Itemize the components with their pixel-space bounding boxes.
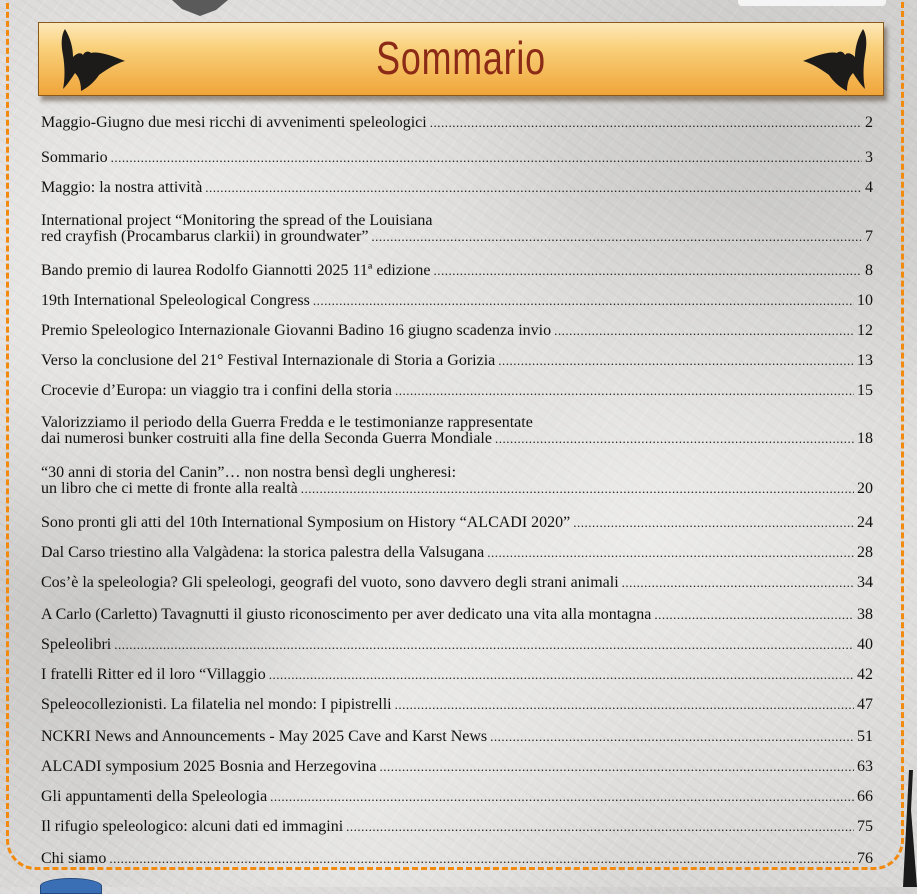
dot-leader <box>313 293 854 309</box>
dot-leader <box>487 545 854 561</box>
toc-entry-row <box>41 819 873 835</box>
toc-page-number: 12 <box>857 322 873 339</box>
toc-entry-title: Premio Speleologico Internazionale Giovanni Badino 16 giugno scadenza invio <box>41 322 552 339</box>
toc-page-number: 51 <box>857 728 873 745</box>
logo-badge <box>40 878 102 894</box>
toc-entry[interactable] <box>41 465 873 497</box>
dot-leader <box>380 759 854 775</box>
dot-leader <box>622 575 854 591</box>
toc-entry-row <box>41 607 873 623</box>
toc-page-number: 28 <box>857 544 873 561</box>
dot-leader <box>498 353 854 369</box>
dot-leader <box>395 383 854 399</box>
toc-entry-row <box>41 851 873 867</box>
toc-entry[interactable] <box>41 323 873 339</box>
bat-icon <box>801 25 877 95</box>
toc-entry-row <box>41 229 873 245</box>
toc-entry-row <box>41 759 873 775</box>
dot-leader <box>111 150 862 166</box>
dot-leader <box>654 607 854 623</box>
toc-entry-row <box>41 353 873 369</box>
toc-entry-row <box>41 431 873 447</box>
toc-page-number: 18 <box>857 430 873 447</box>
toc-entry-title: Speleolibri <box>41 636 112 653</box>
toc-page-number: 75 <box>857 818 873 835</box>
page-title: Sommario <box>376 32 546 84</box>
toc-page-number: 3 <box>865 149 873 166</box>
toc-entry[interactable] <box>41 150 873 166</box>
dot-leader <box>490 729 854 745</box>
toc-page-number: 15 <box>857 382 873 399</box>
toc-entry[interactable] <box>41 415 873 447</box>
toc-entry-title: Gli appuntamenti della Speleologia <box>41 788 268 805</box>
toc-page-number: 76 <box>857 850 873 867</box>
dot-leader <box>270 789 854 805</box>
toc-entry-row <box>41 575 873 591</box>
dot-leader <box>269 667 854 683</box>
toc-entry[interactable] <box>41 851 873 867</box>
toc-entry-title: 19th International Speleological Congress <box>41 292 310 309</box>
toc-page-number: 47 <box>857 696 873 713</box>
toc-entry[interactable] <box>41 263 873 279</box>
toc-entry[interactable] <box>41 353 873 369</box>
toc-page-number: 4 <box>865 179 873 196</box>
toc-entry-title: Dal Carso triestino alla Valgàdena: la storica palestra della Valsugana <box>41 544 485 561</box>
toc-entry[interactable] <box>41 729 873 745</box>
dot-leader <box>205 180 862 196</box>
dot-leader <box>430 115 862 131</box>
toc-entry-title: Crocevie d’Europa: un viaggio tra i confini della storia <box>41 382 392 399</box>
top-tab-decoration <box>738 0 886 6</box>
dot-leader <box>573 515 854 531</box>
toc-entry[interactable] <box>41 575 873 591</box>
toc-entry-title: I fratelli Ritter ed il loro “Villaggio <box>41 666 266 683</box>
toc-page-number: 10 <box>857 292 873 309</box>
toc-entry-title: Cos’è la speleologia? Gli speleologi, geografi del vuoto, sono davvero degli strani animali <box>41 574 619 591</box>
toc-entry[interactable] <box>41 213 873 245</box>
toc-entry-row <box>41 545 873 561</box>
dot-leader <box>434 263 862 279</box>
toc-entry-title: Bando premio di laurea Rodolfo Giannotti 2025 11ª edizione <box>41 262 431 279</box>
toc-entry-row <box>41 481 873 497</box>
toc-entry-row <box>41 383 873 399</box>
dot-leader <box>395 697 854 713</box>
toc-page-number: 34 <box>857 574 873 591</box>
dot-leader <box>346 819 854 835</box>
toc-entry-row <box>41 293 873 309</box>
toc-entry-row <box>41 729 873 745</box>
title-banner <box>38 22 884 96</box>
toc-entry-title: Speleocollezionisti. La filatelia nel mondo: I pipistrelli <box>41 696 392 713</box>
dot-leader <box>495 431 854 447</box>
toc-entry[interactable] <box>41 667 873 683</box>
dot-leader <box>301 481 854 497</box>
toc-entry[interactable] <box>41 607 873 623</box>
toc-entry-row <box>41 115 873 131</box>
toc-entry-title: Maggio: la nostra attività <box>41 179 203 196</box>
toc-entry-row <box>41 697 873 713</box>
toc-page-number: 2 <box>865 114 873 131</box>
toc-page-number: 24 <box>857 514 873 531</box>
toc-entry-row <box>41 263 873 279</box>
bookmark-decoration <box>903 770 917 887</box>
toc-page-number: 63 <box>857 758 873 775</box>
toc-entry[interactable] <box>41 515 873 531</box>
toc-entry-title: dai numerosi bunker costruiti alla fine della Seconda Guerra Mondiale <box>41 430 492 447</box>
toc-entry[interactable] <box>41 759 873 775</box>
toc-entry-title: red crayfish (Procambarus clarkii) in groundwater” <box>41 228 369 245</box>
toc-entry-title: ALCADI symposium 2025 Bosnia and Herzegovina <box>41 758 377 775</box>
toc-page-number: 7 <box>865 228 873 245</box>
toc-entry-row <box>41 150 873 166</box>
dot-leader <box>109 851 854 867</box>
toc-entry[interactable] <box>41 637 873 653</box>
toc-entry-title-line: International project “Monitoring the spread of the Louisiana <box>41 212 433 229</box>
toc-entry-title: Verso la conclusione del 21° Festival Internazionale di Storia a Gorizia <box>41 352 496 369</box>
toc-entry[interactable] <box>41 293 873 309</box>
toc-entry[interactable] <box>41 697 873 713</box>
toc-page-number: 66 <box>857 788 873 805</box>
toc-entry-title: Sono pronti gli atti del 10th International Symposium on History “ALCADI 2020” <box>41 514 571 531</box>
toc-entry-title-line: “30 anni di storia del Canin”… non nostra bensì degli ungheresi: <box>41 464 457 481</box>
toc-page-number: 8 <box>865 262 873 279</box>
toc-entry-title: Il rifugio speleologico: alcuni dati ed immagini <box>41 818 344 835</box>
toc-entry-row <box>41 180 873 196</box>
dot-leader <box>554 323 854 339</box>
dot-leader <box>371 229 862 245</box>
toc-entry-title: Maggio-Giugno due mesi ricchi di avvenimenti speleologici <box>41 114 427 131</box>
toc-entry[interactable] <box>41 383 873 399</box>
toc-page-number: 20 <box>857 480 873 497</box>
toc-entry-title: A Carlo (Carletto) Tavagnutti il giusto riconoscimento per aver dedicato una vita alla montagna <box>41 606 652 623</box>
toc-entry[interactable] <box>41 180 873 196</box>
toc-entry-title: Chi siamo <box>41 850 107 867</box>
toc-page-number: 40 <box>857 636 873 653</box>
toc-entry[interactable] <box>41 545 873 561</box>
toc-entry[interactable] <box>41 789 873 805</box>
dot-leader <box>114 637 854 653</box>
toc-entry-row <box>41 515 873 531</box>
toc-entry-row <box>41 323 873 339</box>
toc-entry-title-line: Valorizziamo il periodo della Guerra Fredda e le testimonianze rappresentate <box>41 414 533 431</box>
toc-page-number: 38 <box>857 606 873 623</box>
toc-entry-row <box>41 667 873 683</box>
toc-entry-title: un libro che ci mette di fronte alla realtà <box>41 480 298 497</box>
bat-icon <box>51 25 127 95</box>
toc-entry[interactable] <box>41 115 873 131</box>
toc-page-number: 42 <box>857 666 873 683</box>
toc-entry[interactable] <box>41 819 873 835</box>
toc-entry-title: Sommario <box>41 149 108 166</box>
toc-entry-row <box>41 789 873 805</box>
toc-entry-row <box>41 637 873 653</box>
toc-entry-title: NCKRI News and Announcements - May 2025 Cave and Karst News <box>41 728 488 745</box>
toc-page-number: 13 <box>857 352 873 369</box>
rock-decoration <box>170 0 230 16</box>
